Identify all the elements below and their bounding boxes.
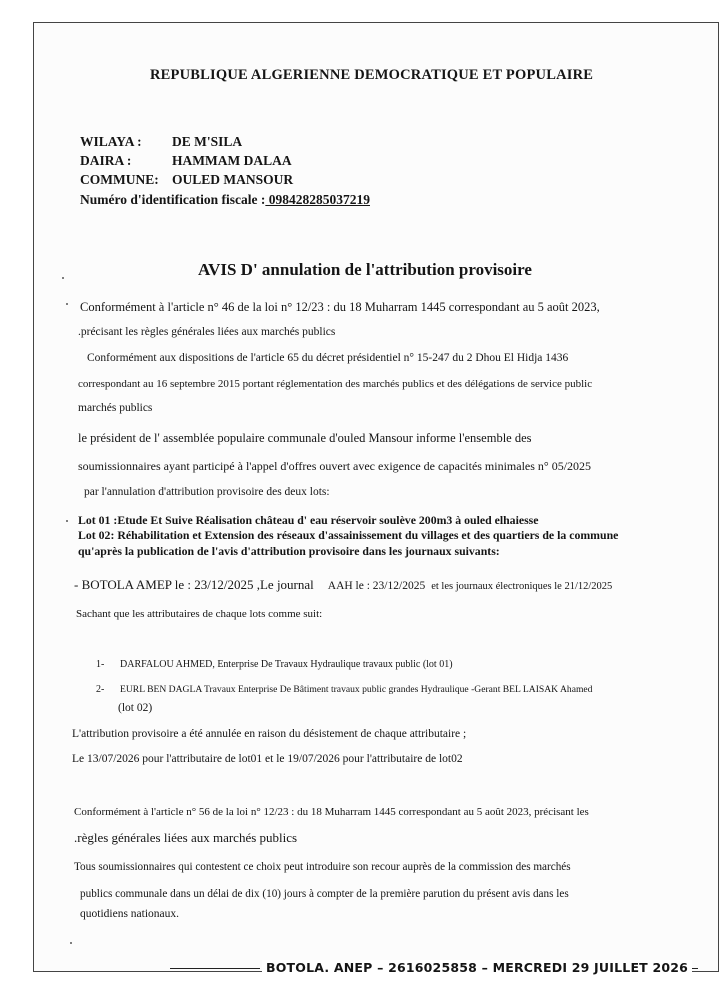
scan-speck	[62, 277, 64, 279]
nif-value: 098428285037219	[265, 192, 370, 207]
paragraph-3-line-2: soumissionnaires ayant participé à l'appel d'offres ouvert avec exigence de capacités minimales n° 05/2025	[78, 459, 592, 473]
journals-second: AAH le : 23/12/2025	[327, 580, 426, 592]
list-item-2-line-1: EURL BEN DAGLA Travaux Enterprise De Bâtiment travaux public grandes Hydraulique -Gerant BEL LAISAK Ahamed	[120, 684, 593, 695]
commune-line	[80, 173, 293, 187]
wilaya-line	[80, 135, 242, 149]
nif-line	[80, 193, 370, 207]
republic-heading: REPUBLIQUE ALGERIENNE DEMOCRATIQUE ET POPULAIRE	[150, 67, 594, 83]
list-item-2-line-2: (lot 02)	[118, 702, 153, 714]
daira-label: DAIRA :	[80, 153, 132, 168]
commune-value: OULED MANSOUR	[172, 172, 294, 187]
paragraph-2-line-1: Conformément aux dispositions de l'article 65 du décret présidentiel n° 15-247 du 2 Dhou El Hidja 1436	[87, 352, 569, 364]
journals-line	[74, 578, 612, 593]
paragraph-5-line-3: quotidiens nationaux.	[80, 908, 180, 920]
paragraph-3-line-3: par l'annulation d'attribution provisoire des deux lots:	[84, 486, 330, 498]
wilaya-value: DE M'SILA	[172, 134, 243, 149]
lot-01: Lot 01 :Etude Et Suive Réalisation château d' eau réservoir soulève 200m3 à ouled elhaiesse	[78, 513, 539, 527]
page-title: AVIS D' annulation de l'attribution provisoire	[198, 260, 532, 279]
daira-line	[80, 154, 292, 168]
paragraph-4-line-2: .règles générales liées aux marchés publics	[74, 830, 298, 845]
paragraph-1-line-2: .précisant les règles générales liées aux marchés publics	[78, 326, 336, 338]
daira-value: HAMMAM DALAA	[172, 153, 292, 168]
journals-electronic: et les journaux électroniques le 21/12/2025	[431, 581, 613, 592]
lot-02-line-1: Lot 02: Réhabilitation et Extension des réseaux d'assainissement du villages et des quartiers de la commune	[78, 528, 619, 542]
nif-label: Numéro d'identification fiscale :	[80, 192, 266, 207]
journals-botola: - BOTOLA AMEP le : 23/12/2025 ,Le journal	[74, 577, 314, 592]
paragraph-1-line-1: Conformément à l'article n° 46 de la loi n° 12/23 : du 18 Muharram 1445 correspondant au 5 août 2023,	[80, 300, 600, 314]
paragraph-5-line-2: publics communale dans un délai de dix (10) jours à compter de la première parution du présent avis dans les	[80, 888, 569, 900]
scan-speck	[66, 303, 68, 305]
list-item-1-number: 1-	[96, 659, 105, 670]
scan-speck	[66, 520, 68, 522]
paragraph-5-line-1: Tous soumissionnaires qui contestent ce choix peut introduire son recour auprès de la commission des marchés	[74, 861, 571, 873]
footer-publication-info: BOTOLA. ANEP – 2616025858 – MERCREDI 29 JUILLET 2026	[262, 960, 692, 975]
paragraph-2-line-2: correspondant au 16 septembre 2015 portant réglementation des marchés publics et des délégations de service public	[78, 378, 593, 390]
scan-speck	[70, 942, 72, 944]
commune-label: COMMUNE:	[80, 172, 159, 187]
paragraph-2-line-3: marchés publics	[78, 402, 153, 414]
paragraph-3-line-1: le président de l' assemblée populaire communale d'ouled Mansour informe l'ensemble des	[78, 431, 532, 445]
lot-02-line-2: qu'après la publication de l'avis d'attribution provisoire dans les journaux suivants:	[78, 544, 500, 558]
footer-rule-left	[170, 968, 260, 969]
sachant-line: Sachant que les attributaires de chaque lots comme suit:	[76, 608, 323, 620]
annulation-line-2: Le 13/07/2026 pour l'attributaire de lot01 et le 19/07/2026 pour l'attributaire de lot02	[72, 753, 463, 765]
paragraph-4-line-1: Conformément à l'article n° 56 de la loi n° 12/23 : du 18 Muharram 1445 correspondant au 5 août 2023, précisant les	[74, 806, 589, 818]
list-item-1: DARFALOU AHMED, Enterprise De Travaux Hydraulique travaux public (lot 01)	[120, 659, 453, 670]
wilaya-label: WILAYA :	[80, 134, 142, 149]
list-item-2-number: 2-	[96, 684, 105, 695]
annulation-line-1: L'attribution provisoire a été annulée en raison du désistement de chaque attributaire ;	[72, 728, 467, 740]
